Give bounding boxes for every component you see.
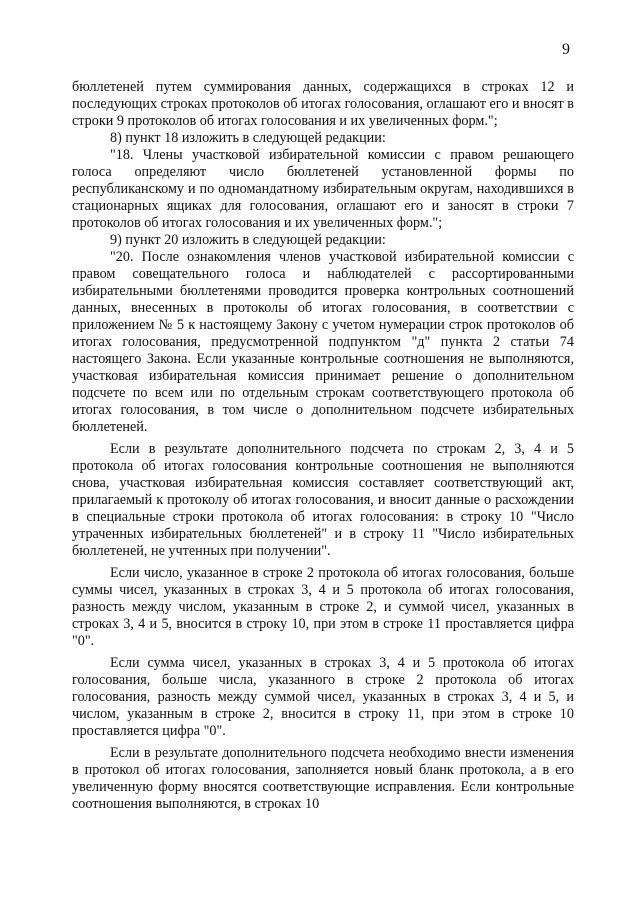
paragraph: Если в результате дополнительного подсчета необходимо внести изменения в протокол об итогах голосования, заполняется новый бланк протокола, а в его увеличенную форму вносятся соответствующие исправления. Если контрольные соотношения выполняются, в строках 10 [72,745,574,812]
paragraph: "18. Члены участковой избирательной комиссии с правом решающего голоса определяют число бюллетеней установленной формы по республиканскому и по одномандатному избирательным округам, находившихся в стационарных ящиках для голосования, оглашают его и заносят в строки 7 протоколов об итогах голосования и их увеличенных форм."; [72,147,574,231]
document-body [72,79,574,813]
paragraph: "20. После ознакомления членов участковой избирательной комиссии с правом совещательного голоса и наблюдателей с рассортированными избирательными бюллетенями проводится проверка контрольных соотношений данных, внесенных в протоколы об итогах голосования, в соответствии с приложением № 5 к настоящему Закону с учетом нумерации строк протоколов об итогах голосования, предусмотренной подпунктом "д" пункта 2 статьи 74 настоящего Закона. Если указанные контрольные соотношения не выполняются, участковая избирательная комиссия принимает решение о дополнительном подсчете по всем или по отдельным строкам соответствующего протокола об итогах голосования, в том числе о дополнительном подсчете избирательных бюллетеней. [72,249,574,435]
paragraph: Если сумма чисел, указанных в строках 3, 4 и 5 протокола об итогах голосования, больше числа, указанного в строке 2 протокола об итогах голосования, разность между суммой чисел, указанных в строках 3, 4 и 5, и числом, указанным в строке 2, вносится в строку 11, при этом в строке 10 проставляется цифра "0". [72,655,574,739]
paragraph: бюллетеней путем суммирования данных, содержащихся в строках 12 и последующих строках протоколов об итогах голосования, оглашают его и вносят в строки 9 протоколов об итогах голосования и их увеличенных форм."; [72,79,574,129]
paragraph: 8) пункт 18 изложить в следующей редакции: [110,130,386,146]
page-number: 9 [562,41,570,58]
paragraph: Если число, указанное в строке 2 протокола об итогах голосования, больше суммы чисел, указанных в строках 3, 4 и 5 протокола об итогах голосования, разность между числом, указанным в строке 2, и суммой чисел, указанных в строках 3, 4 и 5, вносится в строку 10, при этом в строке 11 проставляется цифра "0". [72,565,574,649]
paragraph: Если в результате дополнительного подсчета по строкам 2, 3, 4 и 5 протокола об итогах голосования контрольные соотношения не выполняются снова, участковая избирательная комиссия составляет соответствующий акт, прилагаемый к протоколу об итогах голосования, и вносит данные о расхождении в специальные строки протокола об итогах голосования: в строку 10 "Число утраченных избирательных бюллетеней" и в строку 11 "Число избирательных бюллетеней, не учтенных при получении". [72,441,574,559]
paragraph: 9) пункт 20 изложить в следующей редакции: [110,232,386,248]
